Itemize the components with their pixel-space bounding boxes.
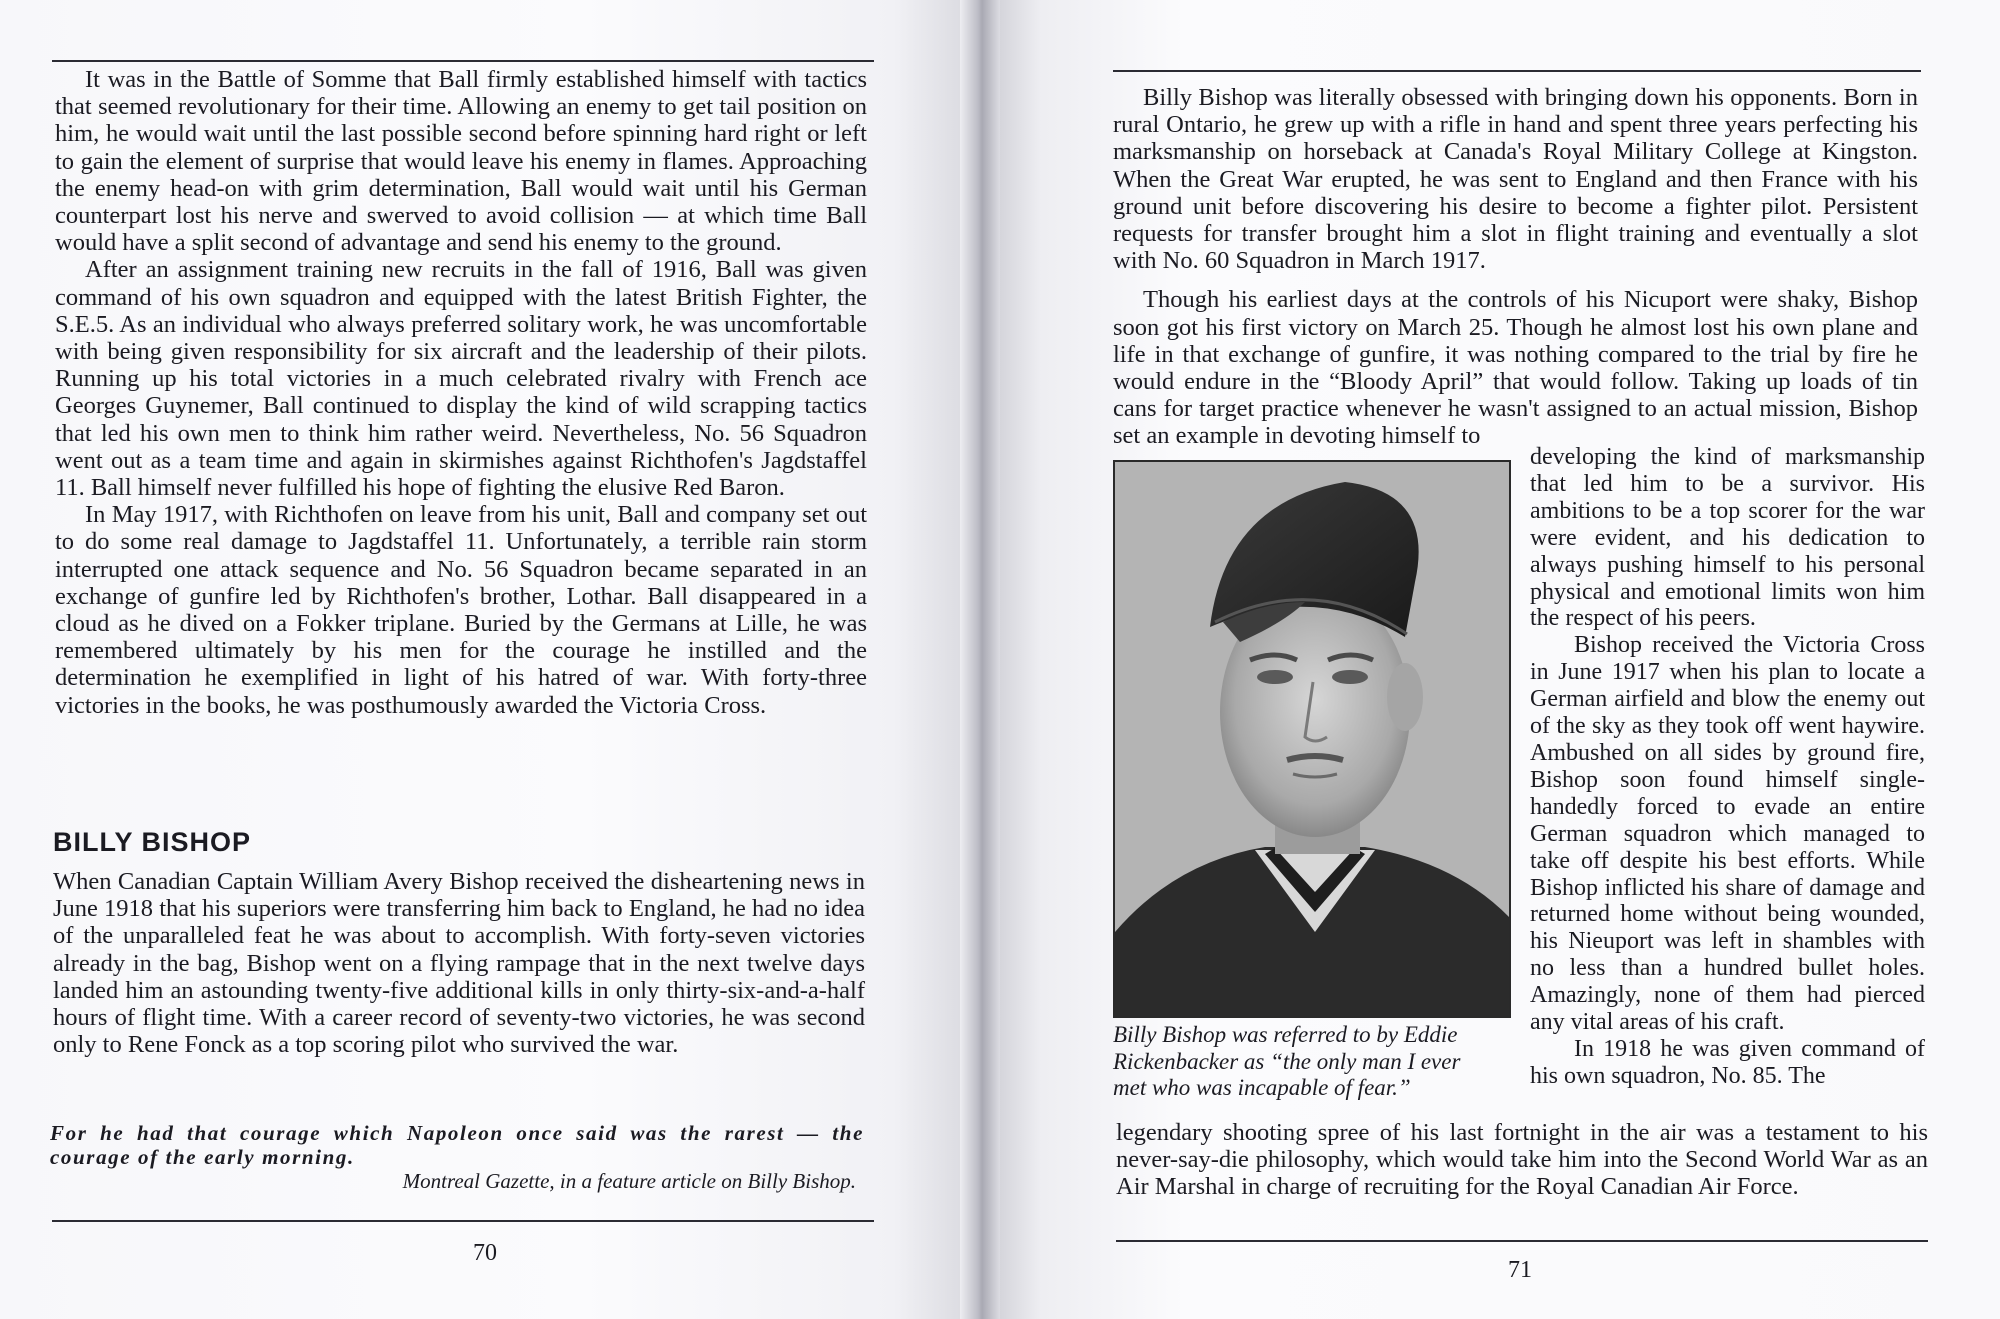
left-paragraph-3: In May 1917, with Richthofen on leave from his unit, Ball and company set out to do some real damage to Jagdstaffel 11. Unfortunately, a terrible rain storm interrupted one attack sequence and No. 56 Squadron became separated in an exchange of gunfire led by Richthofen's brother, Lothar. Ball disappeared in a cloud as he dived on a Fokker triplane. Buried by the Germans at Lille, he was remembered ultimately by his men for the courage he instilled and the determination he exemplified in light of his hatred of war. With forty-three victories in the books, he was posthumously awarded the Victoria Cross.	[55, 501, 867, 719]
book-gutter	[960, 0, 1000, 1319]
caption-line-2: Rickenbacker as “the only man I ever	[1113, 1048, 1461, 1074]
right-paragraph-2: Though his earliest days at the controls of his Nicuport were shaky, Bishop soon got his first victory on March 25. Though he almost lost his own plane and life in that exchange of gunfire, it was nothing compared to the trial by fire he would endure in the “Bloody April” that would follow. Taking up loads of tin cans for target practice whenever he wasn't assigned to an actual mission, Bishop set an example in devoting himself to	[1113, 286, 1918, 450]
wrap-paragraph-2: Bishop received the Victoria Cross in June 1917 when his plan to locate a German airfield and blow the enemy out of the sky as they took off went haywire. Ambushed on all sides by ground fire, Bishop soon found himself single-handedly forced to evade an entire German squadron which managed to take off despite his best efforts. While Bishop inflicted his share of damage and returned home without being wounded, his Nieuport was left in shambles with no less than a hundred bullet holes. Amazingly, none of them had pierced any vital areas of his craft.	[1530, 632, 1925, 1036]
right-page-number: 71	[1508, 1257, 1532, 1283]
bishop-intro-text	[53, 868, 865, 1058]
portrait-photo	[1113, 460, 1511, 1018]
right-bottom-rule	[1116, 1240, 1928, 1242]
left-body-text	[55, 66, 867, 719]
left-bottom-rule	[52, 1220, 874, 1222]
right-paragraph-1: Billy Bishop was literally obsessed with bringing down his opponents. Born in rural Ontario, he grew up with a rifle in hand and spent three years perfecting his marksmanship on horseback at Canada's Royal Military College at Kingston. When the Great War erupted, he was sent to England and then France with his ground unit before discovering his desire to become a fighter pilot. Persistent requests for transfer brought him a slot in flight training and eventually a slot with No. 60 Squadron in March 1917.	[1113, 84, 1918, 275]
right-wrap-column	[1530, 444, 1925, 1090]
left-top-rule	[52, 60, 874, 62]
portrait-illustration	[1115, 462, 1509, 1016]
wrap-paragraph-1: developing the kind of marksmanship that led him to be a survivor. His ambitions to be a top scorer for the war were evident, and his dedication to always pushing himself to his personal physical and emotional limits won him the respect of his peers.	[1530, 444, 1925, 632]
left-page-number: 70	[473, 1240, 497, 1266]
left-paragraph-2: After an assignment training new recruits in the fall of 1916, Ball was given command of his own squadron and equipped with the latest British Fighter, the S.E.5. As an individual who always preferred solitary work, he was uncomfortable with being given responsibility for six aircraft and the leadership of their pilots. Running up his total victories in a much celebrated rivalry with French ace Georges Guynemer, Ball continued to display the kind of wild scrapping tactics that led his own men to think him rather weird. Nevertheless, No. 56 Squadron went out as a team time and again in skirmishes against Richthofen's Jagdstaffel 11. Ball himself never fulfilled his hope of fighting the elusive Red Baron.	[55, 256, 867, 502]
pull-quote: For he had that courage which Napoleon once said was the rarest — the courage of the early morning.	[50, 1121, 864, 1169]
bishop-intro-paragraph: When Canadian Captain William Avery Bishop received the disheartening news in June 1918 that his superiors were transferring him back to England, he had no idea of the unparalleled feat he was about to accomplish. With forty-seven victories already in the bag, Bishop went on a flying rampage that in the next twelve days landed him an astounding twenty-five additional kills in only thirty-six-and-a-half hours of flight time. With a career record of seventy-two victories, he was second only to Rene Fonck as a top scoring pilot who survived the war.	[53, 868, 865, 1059]
section-heading: BILLY BISHOP	[53, 827, 252, 857]
photo-caption	[1113, 1022, 1523, 1102]
right-final-text	[1116, 1119, 1928, 1201]
caption-line-1: Billy Bishop was referred to by Eddie	[1113, 1022, 1458, 1047]
left-paragraph-1: It was in the Battle of Somme that Ball firmly established himself with tactics that seemed revolutionary for their time. Allowing an enemy to get tail position on him, he would wait until the last possible second before spinning hard right or left to gain the element of surprise that would leave his enemy in flames. Approaching the enemy head-on with grim determination, Ball would wait until his German counterpart lost his nerve and swerved to avoid collision — at which time Ball would have a split second of advantage and send his enemy to the ground.	[55, 66, 867, 257]
caption-line-3: met who was incapable of fear.”	[1113, 1075, 1411, 1100]
right-final-paragraph: legendary shooting spree of his last fortnight in the air was a testament to his never-say-die philosophy, which would take him into the Second World War as an Air Marshal in charge of recruiting for the Royal Canadian Air Force.	[1116, 1119, 1928, 1201]
right-top-rule	[1113, 70, 1921, 72]
right-body-text	[1113, 84, 1918, 450]
wrap-paragraph-3: In 1918 he was given command of his own squadron, No. 85. The	[1530, 1035, 1925, 1089]
quote-attribution: Montreal Gazette, in a feature article on Billy Bishop.	[402, 1169, 856, 1193]
